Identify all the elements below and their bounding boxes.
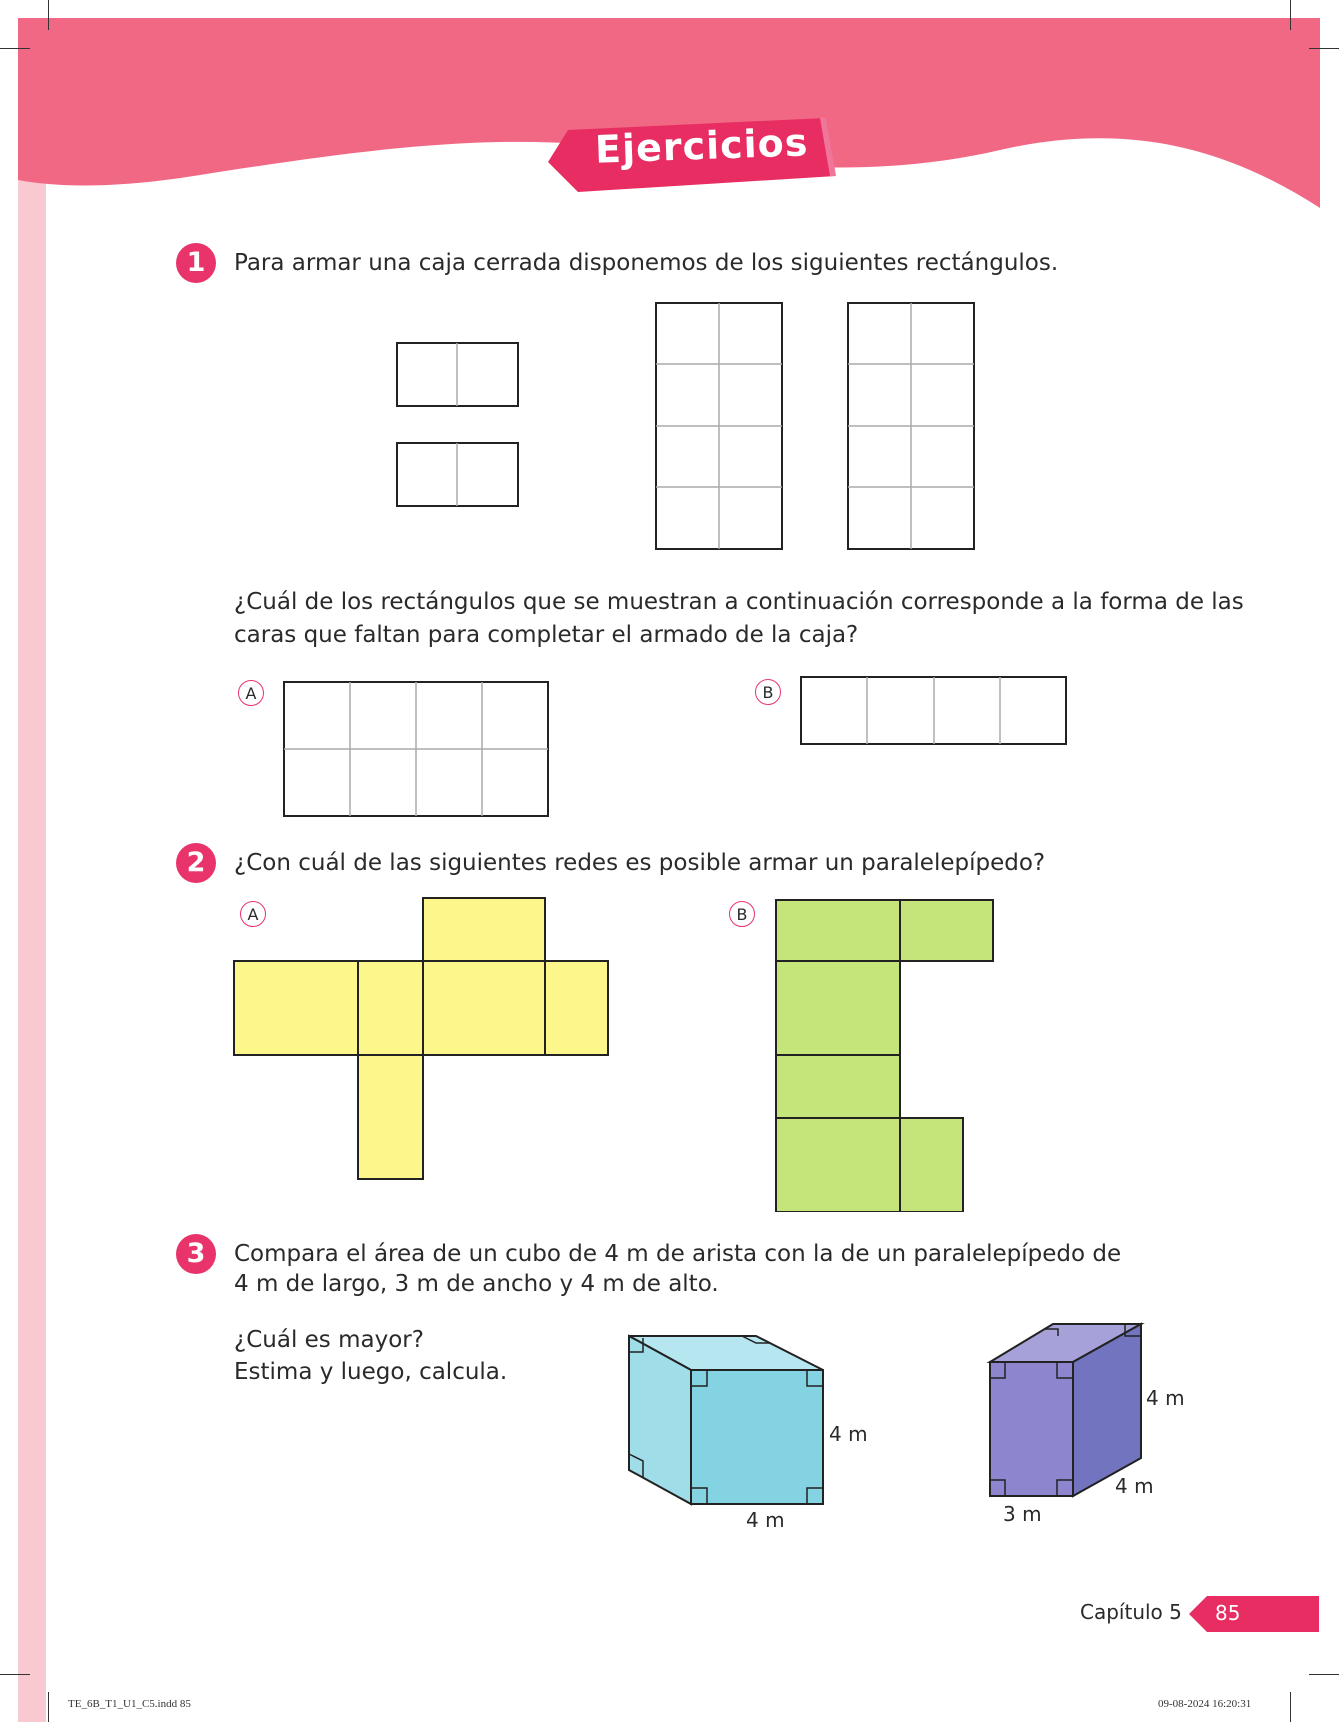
prism-figure — [985, 1318, 1145, 1500]
page-side-strip — [18, 18, 46, 1722]
exercise-number-3: 3 — [176, 1234, 216, 1274]
chapter-label: Capítulo 5 — [1080, 1600, 1182, 1624]
exercise-1-prompt: Para armar una caja cerrada disponemos de los siguientes rectángulos. — [234, 250, 1059, 276]
crop-mark — [1309, 48, 1339, 49]
tall-rectangle-1 — [656, 303, 782, 549]
crop-mark — [0, 1674, 30, 1675]
exercise-1-question-line2: caras que faltan para completar el armado de la caja? — [234, 622, 859, 648]
cube-figure — [625, 1330, 830, 1508]
exercise-1-question-line1: ¿Cuál de los rectángulos que se muestran a continuación corresponde a la forma de las — [234, 589, 1244, 615]
exercise-1-option-b-label: B — [755, 679, 781, 705]
crop-mark — [1290, 0, 1291, 30]
prism-depth-label: 4 m — [1115, 1474, 1154, 1498]
crop-mark — [48, 1692, 49, 1722]
page-title: Ejercicios — [594, 120, 810, 172]
exercise-3-question-line2: Estima y luego, calcula. — [234, 1359, 508, 1385]
exercise-2-prompt: ¿Con cuál de las siguientes redes es posible armar un paralelepípedo? — [234, 850, 1046, 876]
exercise-1-rectangles — [390, 295, 990, 555]
small-rectangle-1 — [397, 343, 518, 406]
exercise-2-option-a-label: A — [240, 901, 266, 927]
exercise-3-prompt-line1: Compara el área de un cubo de 4 m de arista con la de un paralelepípedo de — [234, 1241, 1122, 1267]
exercise-2-net-a — [230, 894, 612, 1184]
exercise-1-option-b-rectangle — [798, 674, 1072, 750]
prism-width-label: 3 m — [1003, 1502, 1042, 1526]
crop-mark — [1309, 1674, 1339, 1675]
exercise-number-1: 1 — [176, 243, 216, 283]
crop-mark — [48, 0, 49, 30]
exercise-3-question-line1: ¿Cuál es mayor? — [234, 1327, 424, 1353]
exercise-number-2: 2 — [176, 843, 216, 883]
page-number-badge — [1189, 1596, 1319, 1632]
exercise-3-prompt-line2: 4 m de largo, 3 m de ancho y 4 m de alto. — [234, 1271, 719, 1297]
tall-rectangle-2 — [848, 303, 974, 549]
small-rectangle-2 — [397, 443, 518, 506]
crop-mark — [1290, 1692, 1291, 1722]
exercise-2-net-b — [772, 896, 998, 1212]
page-number: 85 — [1215, 1601, 1241, 1625]
cube-width-label: 4 m — [746, 1508, 785, 1532]
print-slug-file: TE_6B_T1_U1_C5.indd 85 — [68, 1698, 191, 1710]
cube-height-label: 4 m — [829, 1422, 868, 1446]
crop-mark — [0, 48, 30, 49]
print-slug-date: 09-08-2024 16:20:31 — [1158, 1698, 1252, 1710]
exercise-2-option-b-label: B — [729, 901, 755, 927]
exercise-1-option-a-rectangle — [280, 678, 554, 820]
exercise-1-option-a-label: A — [238, 680, 264, 706]
prism-height-label: 4 m — [1146, 1386, 1185, 1410]
